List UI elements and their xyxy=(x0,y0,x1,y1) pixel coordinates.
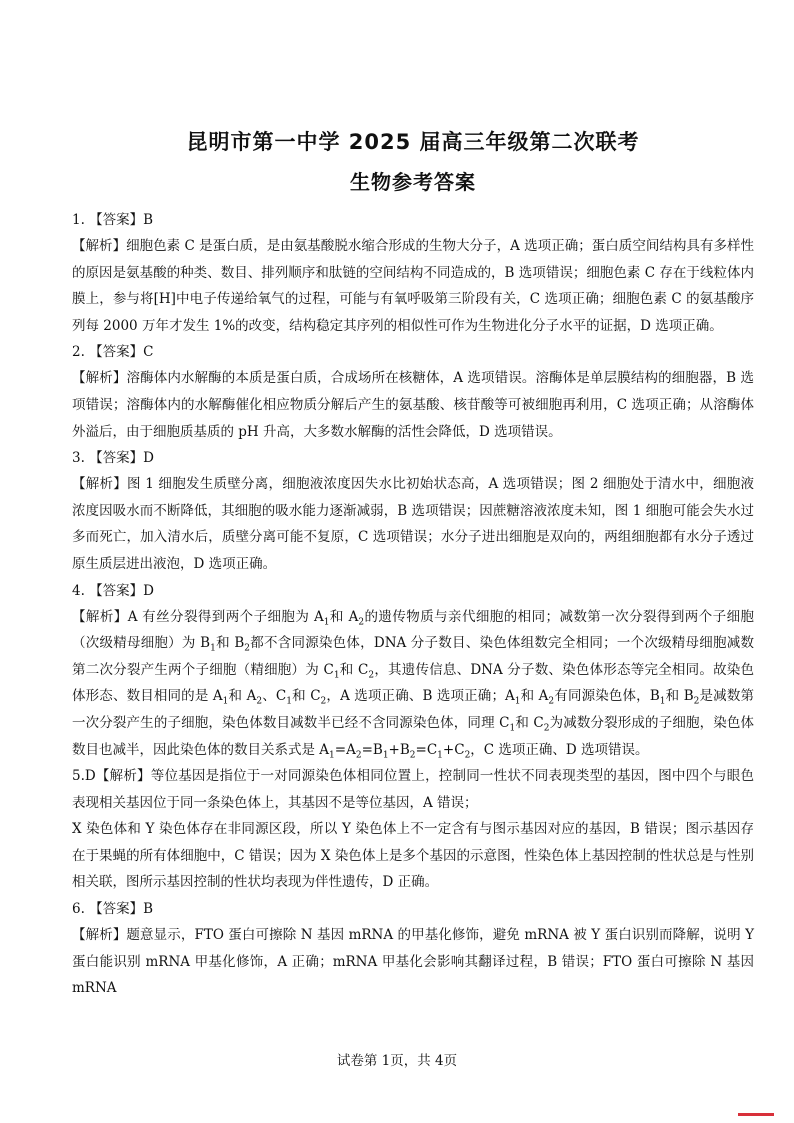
question-4 xyxy=(72,578,754,764)
analysis-text: 【解析】细胞色素 C 是蛋白质，是由氨基酸脱水缩合形成的生物大分子，A 选项正确；蛋白质空间结构具有多样性的原因是氨基酸的种类、数目、排列顺序和肽链的空间结构不同造成的，B 选项错误；细胞色素 C 存在于线粒体内膜上，参与将[H]中电子传递给氧气的过程，可能与有氧呼吸第三阶段有关，C 选项正确；细胞色素 C 的氨基酸序列每 2000 万年才发生 1%的改变，结构稳定其序列的相似性可作为生物进化分子水平的证据，D 选项正确。 xyxy=(72,238,754,334)
question-3 xyxy=(72,445,754,577)
question-2 xyxy=(72,339,754,445)
answer-key-subtitle: 生物参考答案 xyxy=(350,170,476,194)
answer-line: 1. 【答案】B xyxy=(72,212,154,228)
question-5 xyxy=(72,763,754,896)
analysis-text: 【解析】A 有丝分裂得到两个子细胞为 $A_1$和 $A_2$的遗传物质与亲代细胞的相同；减数第一次分裂得到两个子细胞（次级精母细胞）为 $B_1$和 $B_2$都不含同源染色体，DNA 分子数目、染色体组数完全相同；一个次级精母细胞减数第二次分裂产生两个子细胞（精细胞）为 $C_1$和 $C_2$，其遗传信息、DNA 分子数、染色体形态等完全相同。故染色体形态、数目相同的是 $A_1$和 $A_2$、$C_1$和 $C_2$，A 选项正确、B 选项正确；$A_1$和 $A_2$有同源染色体，$B_1$和 $B_2$是减数第一次分裂产生的子细胞，染色体数目减数半已经不含同源染色体，同理 $C_1$和 $C_2$为减数分裂形成的子细胞，染色体数目也减半，因此染色体的数目关系式是 $A_1=A_2=B_1+B_2=C_1+C_2$，C 选项正确、D 选项错误。 xyxy=(72,608,755,761)
exam-title: 昆明市第一中学 2025 届高三年级第二次联考 xyxy=(186,130,640,154)
question-1 xyxy=(72,207,754,339)
analysis-text: 【解析】溶酶体内水解酶的本质是蛋白质，合成场所在核糖体，A 选项错误。溶酶体是单层膜结构的细胞器，B 选项错误；溶酶体内的水解酶催化相应物质分解后产生的氨基酸、核苷酸等可被细胞再利用，C 选项正确；从溶酶体外溢后，由于细胞质基质的 pH 升高，大多数水解酶的活性会降低，D 选项错误。 xyxy=(72,370,754,440)
red-corner-mark xyxy=(738,1113,774,1116)
analysis-text: 5.D【解析】等位基因是指位于一对同源染色体相同位置上，控制同一性状不同表现类型的基因，图中四个与眼色表现相关基因位于同一条染色体上，其基因不是等位基因，A 错误； xyxy=(72,768,754,811)
answer-line: 2. 【答案】C xyxy=(72,344,154,361)
analysis-text: 【解析】图 1 细胞发生质壁分离，细胞液浓度因失水比初始状态高，A 选项错误；图 2 细胞处于清水中，细胞液浓度因吸水而不断降低，其细胞的吸水能力逐渐减弱，B 选项错误；因蔗糖溶液浓度未知，图 1 细胞可能会失水过多而死亡，加入清水后，质壁分离可能不复原，C 选项错误；水分子进出细胞是双向的，两组细胞都有水分子透过原生质层进出液泡，D 选项正确。 xyxy=(72,476,754,572)
question-6 xyxy=(72,896,754,1002)
analysis-text-continued: X 染色体和 Y 染色体存在非同源区段，所以 Y 染色体上不一定含有与图示基因对应的基因，B 错误；图示基因存在于果蝇的所有体细胞中，C 错误；因为 X 染色体上是多个基因的示意图，性染色体上基因控制的性状总是与性别相关联，图所示基因控制的性状均表现为伴性遗传，D 正确。 xyxy=(72,821,754,891)
analysis-text: 【解析】题意显示，FTO 蛋白可擦除 N 基因 mRNA 的甲基化修饰，避免 mRNA 被 Y 蛋白识别而降解，说明 Y 蛋白能识别 mRNA 甲基化修饰，A 正确；mRNA 甲基化会影响其翻译过程，B 错误；FTO 蛋白可擦除 N 基因 mRNA xyxy=(72,927,754,997)
answer-line: 3. 【答案】D xyxy=(72,450,154,467)
page-footer: 试卷第 1页，共 4页 xyxy=(336,1053,458,1069)
answer-line: 6. 【答案】B xyxy=(72,901,154,918)
answer-line: 4. 【答案】D xyxy=(72,582,154,599)
